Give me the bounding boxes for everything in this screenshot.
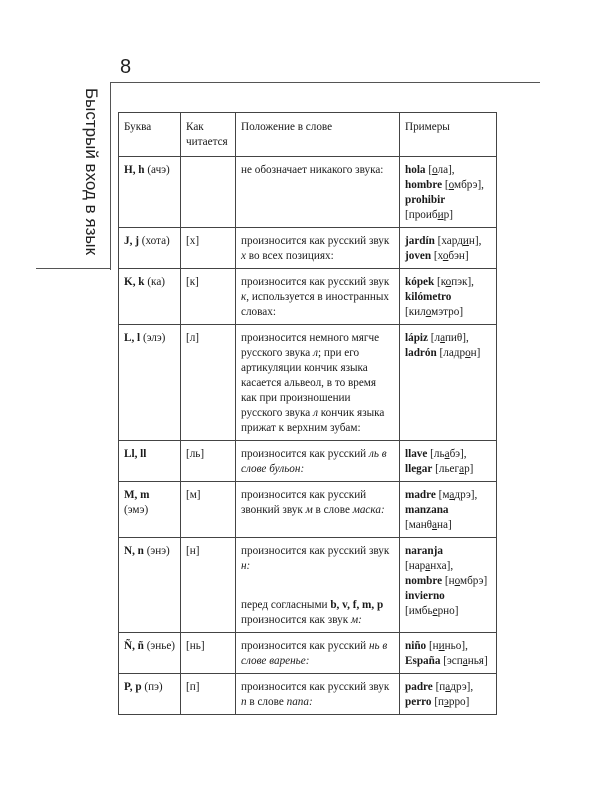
transcription: [манθ	[405, 519, 433, 531]
transcription: бэн]	[448, 250, 469, 262]
transcription: [н	[444, 575, 455, 587]
example-word: perro	[405, 696, 432, 708]
reading-cell	[181, 228, 236, 269]
example	[405, 680, 491, 695]
example-word: invierno	[405, 590, 445, 602]
description-text: произносится как русский звук	[241, 276, 390, 288]
letter: Ñ, ñ	[124, 640, 144, 652]
example	[405, 163, 491, 178]
transcription: [х	[433, 250, 443, 262]
transcription: ньо],	[444, 640, 468, 652]
reading-cell	[181, 157, 236, 228]
example	[405, 290, 491, 320]
transcription: [льег	[435, 463, 460, 475]
description-text: произносится немного мягче русского звука	[241, 332, 380, 359]
example-word: España	[405, 655, 441, 667]
reading: [нь]	[186, 640, 205, 652]
reading: [п]	[186, 681, 200, 693]
example	[405, 331, 491, 346]
letter: Ll, ll	[124, 448, 147, 460]
description-italic: н:	[241, 560, 251, 572]
example	[405, 544, 491, 574]
examples-cell	[400, 269, 497, 325]
letter-cell	[119, 441, 181, 482]
stressed-vowel: а	[432, 519, 438, 531]
transcription: дрэ],	[454, 489, 478, 501]
transcription: ла],	[437, 164, 455, 176]
example	[405, 462, 491, 477]
transcription: [п	[435, 681, 446, 693]
table-row	[119, 538, 497, 633]
description-cell	[236, 674, 400, 715]
example-word: kilómetro	[405, 291, 452, 303]
letter-name: (элэ)	[142, 332, 166, 344]
stressed-vowel: е	[432, 605, 438, 617]
letter-name: (ачэ)	[147, 164, 170, 176]
transcription: [к	[437, 276, 446, 288]
example	[405, 574, 491, 589]
letter-name: (хота)	[141, 235, 170, 247]
transcription: рро]	[448, 696, 470, 708]
stressed-vowel: а	[440, 332, 445, 344]
table-row	[119, 674, 497, 715]
stressed-vowel: о	[454, 575, 460, 587]
header-position: Положение в слове	[236, 113, 400, 157]
letter: H, h	[124, 164, 145, 176]
stressed-vowel: и	[438, 640, 445, 652]
table-row	[119, 228, 497, 269]
table-row	[119, 269, 497, 325]
transcription: р]	[464, 463, 474, 475]
reading-cell	[181, 633, 236, 674]
example-word: padre	[405, 681, 433, 693]
transcription: рно]	[437, 605, 459, 617]
transcription: на]	[437, 519, 452, 531]
example-word: kópek	[405, 276, 435, 288]
description-text: ; при его артикуляции кончик языка касается альвеол, в то время как при произношении русского звука	[241, 347, 377, 419]
note-text: произносится как звук	[241, 614, 351, 626]
transcription: [л	[430, 332, 441, 344]
description-note	[241, 598, 394, 628]
description-cell	[236, 441, 400, 482]
example	[405, 178, 491, 193]
transcription: нха],	[430, 560, 454, 572]
transcription: пэк],	[451, 276, 474, 288]
example	[405, 589, 491, 619]
example	[405, 346, 491, 361]
header-letter: Буква	[119, 113, 181, 157]
table-row	[119, 325, 497, 441]
transcription: [эсп	[443, 655, 463, 667]
examples-cell	[400, 538, 497, 633]
description-italic: папа:	[286, 696, 313, 708]
example-word: niño	[405, 640, 427, 652]
description-cell	[236, 538, 400, 633]
letter-cell	[119, 228, 181, 269]
example	[405, 193, 491, 223]
stressed-vowel: а	[444, 448, 450, 460]
description-text: в слове	[246, 696, 287, 708]
stressed-vowel: а	[445, 681, 451, 693]
reading: [ль]	[186, 448, 205, 460]
example-word: llegar	[405, 463, 433, 475]
page-number: 8	[120, 56, 132, 78]
example	[405, 249, 491, 264]
description-cell	[236, 325, 400, 441]
transcription: [	[428, 164, 433, 176]
transcription: [имбь	[405, 605, 433, 617]
transcription: мбрэ],	[454, 179, 484, 191]
description-text: во всех позициях:	[245, 250, 334, 262]
transcription: [п	[434, 696, 445, 708]
table-row	[119, 482, 497, 538]
header-side-rule	[110, 82, 111, 270]
description-italic: маска:	[352, 504, 385, 516]
note-text: перед согласными	[241, 599, 331, 611]
letter-name: (энэ)	[146, 545, 170, 557]
note-italic: м:	[350, 614, 362, 626]
alphabet-table	[118, 112, 497, 715]
description-cell	[236, 482, 400, 538]
table-header-row	[119, 113, 497, 157]
letter-name: (эмэ)	[124, 504, 149, 516]
description-italic: ль в слове бульон:	[241, 448, 387, 475]
examples-cell	[400, 633, 497, 674]
note-letters: b, v, f, m, p	[330, 599, 384, 611]
header-examples: Примеры	[400, 113, 497, 157]
examples-cell	[400, 325, 497, 441]
transcription: бэ],	[449, 448, 467, 460]
example-word: llave	[405, 448, 428, 460]
stressed-vowel: а	[425, 560, 431, 572]
table-row	[119, 633, 497, 674]
stressed-vowel: о	[432, 164, 438, 176]
letter: P, p	[124, 681, 142, 693]
example-word: ladrón	[405, 347, 437, 359]
examples-cell	[400, 441, 497, 482]
examples-cell	[400, 157, 497, 228]
header-reading: Как читается	[181, 113, 236, 157]
letter: J, j	[124, 235, 139, 247]
reading: [к]	[186, 276, 199, 288]
letter: K, k	[124, 276, 145, 288]
stressed-vowel: а	[462, 655, 468, 667]
letter-cell	[119, 157, 181, 228]
stressed-vowel: о	[442, 250, 449, 262]
header-bottom-rule	[36, 268, 111, 269]
description-italic: л	[313, 407, 318, 419]
description-text: произносится как русский звонкий звук	[241, 489, 367, 516]
letter: M, m	[124, 489, 150, 501]
description-italic: к	[241, 291, 247, 303]
reading: [н]	[186, 545, 200, 557]
example	[405, 275, 491, 290]
transcription: [хард	[437, 235, 463, 247]
letter-cell	[119, 633, 181, 674]
letter-cell	[119, 269, 181, 325]
description-cell	[236, 633, 400, 674]
transcription: н]	[470, 347, 481, 359]
stressed-vowel: о	[465, 347, 471, 359]
transcription: нья]	[467, 655, 488, 667]
reading-cell	[181, 674, 236, 715]
letter-cell	[119, 482, 181, 538]
description-cell	[236, 157, 400, 228]
example-word: nombre	[405, 575, 443, 587]
description-italic: л	[313, 347, 318, 359]
stressed-vowel: о	[425, 306, 432, 318]
reading-cell	[181, 269, 236, 325]
reading: [м]	[186, 489, 201, 501]
description-cell	[236, 228, 400, 269]
transcription: [нар	[405, 560, 426, 572]
letter: L, l	[124, 332, 141, 344]
letter-name: (энье)	[146, 640, 176, 652]
example	[405, 695, 491, 710]
transcription: [м	[438, 489, 450, 501]
running-head: Быстрый вход в язык	[82, 88, 101, 256]
description: не обозначает никакого звука:	[241, 164, 384, 176]
stressed-vowel: и	[437, 209, 444, 221]
stressed-vowel: о	[448, 179, 455, 191]
letter-name: (пэ)	[144, 681, 163, 693]
example-word: manzana	[405, 504, 449, 516]
stressed-vowel: э	[444, 696, 449, 708]
transcription: [проиб	[405, 209, 438, 221]
example	[405, 639, 491, 654]
description-italic: п	[241, 696, 247, 708]
examples-cell	[400, 674, 497, 715]
reading-cell	[181, 538, 236, 633]
example-word: hombre	[405, 179, 443, 191]
table-row	[119, 441, 497, 482]
example-word: madre	[405, 489, 436, 501]
examples-cell	[400, 228, 497, 269]
letter-cell	[119, 674, 181, 715]
example-word: jardín	[405, 235, 435, 247]
table-row	[119, 157, 497, 228]
description-text: произносится как русский	[241, 448, 369, 460]
example	[405, 447, 491, 462]
transcription: [н	[428, 640, 439, 652]
example-word: joven	[405, 250, 432, 262]
transcription: [кил	[405, 306, 426, 318]
description-italic: х	[241, 250, 246, 262]
letter: N, n	[124, 545, 144, 557]
transcription: пиθ],	[444, 332, 469, 344]
letter-name: (ка)	[147, 276, 166, 288]
transcription: р]	[443, 209, 453, 221]
header-rule	[110, 82, 540, 83]
example	[405, 503, 491, 533]
stressed-vowel: о	[445, 276, 452, 288]
examples-cell	[400, 482, 497, 538]
example	[405, 488, 491, 503]
example-word: lápiz	[405, 332, 428, 344]
reading-cell	[181, 325, 236, 441]
example-word: hola	[405, 164, 426, 176]
description-italic: нь в слове варенье:	[241, 640, 388, 667]
example-word: naranja	[405, 545, 443, 557]
transcription: мэтро]	[431, 306, 464, 318]
description-text: произносится как русский звук	[241, 681, 390, 693]
letter-cell	[119, 538, 181, 633]
description-cell	[236, 269, 400, 325]
transcription: [	[444, 179, 449, 191]
stressed-vowel: а	[459, 463, 465, 475]
reading-cell	[181, 482, 236, 538]
transcription: дрэ],	[450, 681, 474, 693]
example	[405, 654, 491, 669]
description-text: в слове	[312, 504, 353, 516]
description-text: произносится как русский звук	[241, 545, 390, 557]
transcription: [ль	[430, 448, 445, 460]
example-word: prohibir	[405, 194, 446, 206]
description-text: кончик языка прижат к верхним зубам:	[241, 407, 385, 434]
description-text: , используется в иностранных словах:	[241, 291, 389, 318]
stressed-vowel: и	[462, 235, 469, 247]
stressed-vowel: а	[449, 489, 455, 501]
description-text: произносится как русский	[241, 640, 369, 652]
reading-cell	[181, 441, 236, 482]
description-italic: м	[305, 504, 313, 516]
letter-cell	[119, 325, 181, 441]
transcription: н],	[468, 235, 482, 247]
description-text: произносится как русский звук	[241, 235, 390, 247]
transcription: [ладр	[439, 347, 466, 359]
example	[405, 234, 491, 249]
transcription: мбрэ]	[460, 575, 488, 587]
reading: [л]	[186, 332, 200, 344]
reading: [х]	[186, 235, 200, 247]
